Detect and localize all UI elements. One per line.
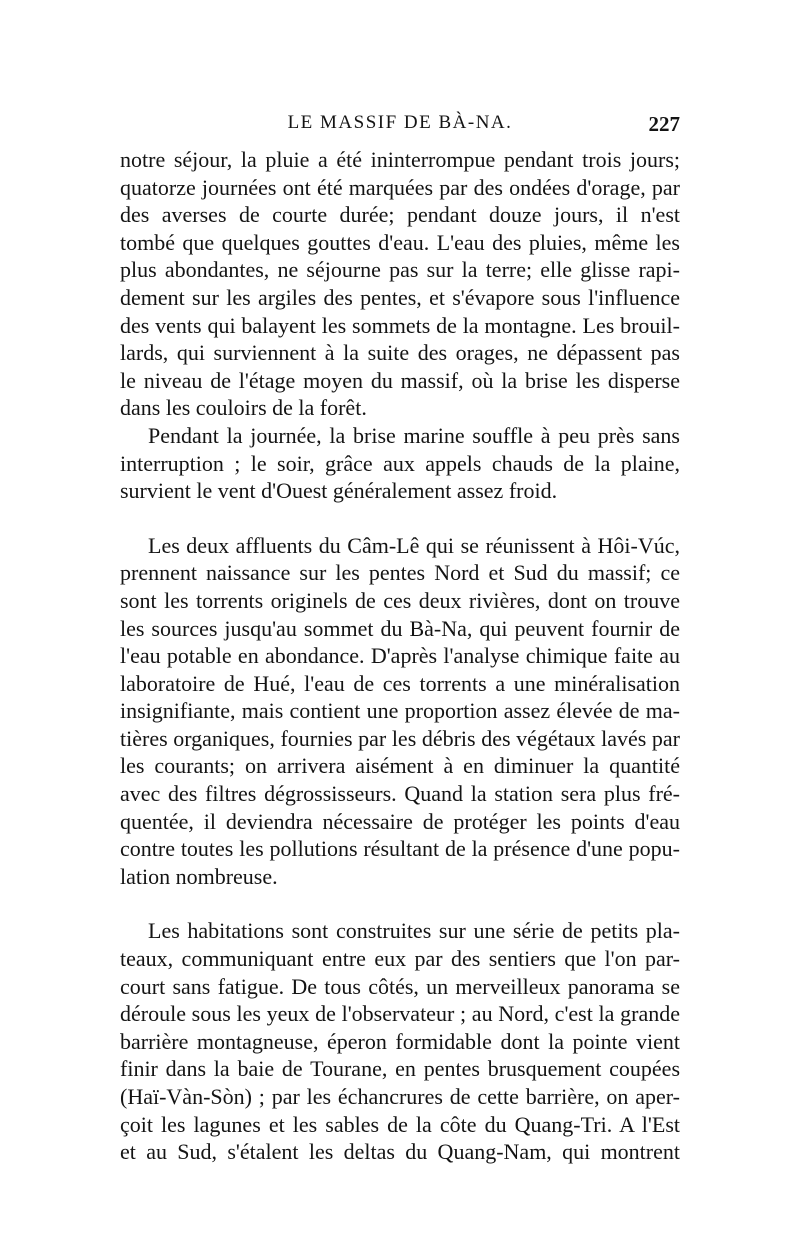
text-line: lation nombreuse. bbox=[120, 863, 278, 889]
text-line: prennent naissance sur les pentes Nord et Sud du massif; ce bbox=[120, 560, 680, 586]
text-line: sont les torrents originels de ces deux rivières, dont on trouve bbox=[120, 587, 680, 613]
running-head bbox=[120, 112, 680, 142]
text-line: dement sur les argiles des pentes, et s'évapore sous l'influence bbox=[120, 284, 680, 310]
text-line: laboratoire de Hué, l'eau de ces torrents a une minéralisation bbox=[120, 670, 680, 696]
text-line: plus abondantes, ne séjourne pas sur la terre; elle glisse rapi- bbox=[120, 257, 680, 283]
paragraph-gap bbox=[120, 505, 680, 532]
text-line: avec des filtres dégrossisseurs. Quand la station sera plus fré- bbox=[120, 781, 680, 807]
text-line: quatorze journées ont été marquées par des ondées d'orage, par bbox=[120, 174, 680, 200]
text-line: les courants; on arrivera aisément à en diminuer la quantité bbox=[120, 753, 680, 779]
text-line: barrière montagneuse, éperon formidable dont la pointe vient bbox=[120, 1028, 680, 1054]
text-line: dans les couloirs de la forêt. bbox=[120, 395, 367, 421]
text-line: et au Sud, s'étalent les deltas du Quang-Nam, qui montrent bbox=[120, 1139, 680, 1165]
page-number: 227 bbox=[648, 112, 680, 136]
text-line: court sans fatigue. De tous côtés, un merveilleux panorama se bbox=[120, 973, 680, 999]
text-line: insignifiante, mais contient une proportion assez élevée de ma- bbox=[120, 698, 680, 724]
text-line: tières organiques, fournies par les débris des végétaux lavés par bbox=[120, 725, 680, 751]
text-line: déroule sous les yeux de l'observateur ; au Nord, c'est la grande bbox=[120, 1001, 680, 1027]
text-line: des vents qui balayent les sommets de la montagne. Les brouil- bbox=[120, 312, 680, 338]
text-line: Les habitations sont construites sur une série de petits pla- bbox=[148, 918, 680, 944]
text-line: çoit les lagunes et les sables de la côte du Quang-Tri. A l'Est bbox=[120, 1111, 680, 1137]
text-line: survient le vent d'Ouest généralement assez froid. bbox=[120, 478, 558, 504]
text-line: (Haï-Vàn-Sòn) ; par les échancrures de cette barrière, on aper- bbox=[120, 1084, 680, 1109]
text-line: l'eau potable en abondance. D'après l'analyse chimique faite au bbox=[120, 643, 680, 669]
text-line: le niveau de l'étage moyen du massif, où la brise les disperse bbox=[120, 367, 680, 393]
body-text bbox=[120, 146, 680, 1166]
text-line: des averses de courte durée; pendant douze jours, il n'est bbox=[120, 202, 680, 228]
text-line: finir dans la baie de Tourane, en pentes brusquement coupées bbox=[120, 1056, 680, 1082]
text-line: lards, qui surviennent à la suite des orages, ne dépassent pas bbox=[120, 340, 680, 366]
text-line: tombé que quelques gouttes d'eau. L'eau des pluies, même les bbox=[120, 229, 680, 255]
text-line: Pendant la journée, la brise marine souffle à peu près sans bbox=[148, 422, 680, 448]
paragraph-2 bbox=[120, 422, 680, 505]
text-line: les sources jusqu'au sommet du Bà-Na, qui peuvent fournir de bbox=[120, 615, 680, 641]
paragraph-4 bbox=[120, 917, 680, 1165]
paragraph-1 bbox=[120, 146, 680, 422]
text-line: notre séjour, la pluie a été ininterrompue pendant trois jours; bbox=[120, 147, 680, 172]
text-line: quentée, il deviendra nécessaire de protéger les points d'eau bbox=[120, 808, 680, 834]
text-line: teaux, communiquant entre eux par des sentiers que l'on par- bbox=[120, 946, 680, 972]
paragraph-3 bbox=[120, 532, 680, 891]
text-line: Les deux affluents du Câm-Lê qui se réunissent à Hôi-Vúc, bbox=[148, 532, 680, 558]
text-line: contre toutes les pollutions résultant de la présence d'une popu- bbox=[120, 836, 680, 862]
running-title: LE MASSIF DE BÀ-NA. bbox=[287, 112, 513, 133]
paragraph-gap bbox=[120, 890, 680, 917]
text-line: interruption ; le soir, grâce aux appels chauds de la plaine, bbox=[120, 450, 680, 476]
